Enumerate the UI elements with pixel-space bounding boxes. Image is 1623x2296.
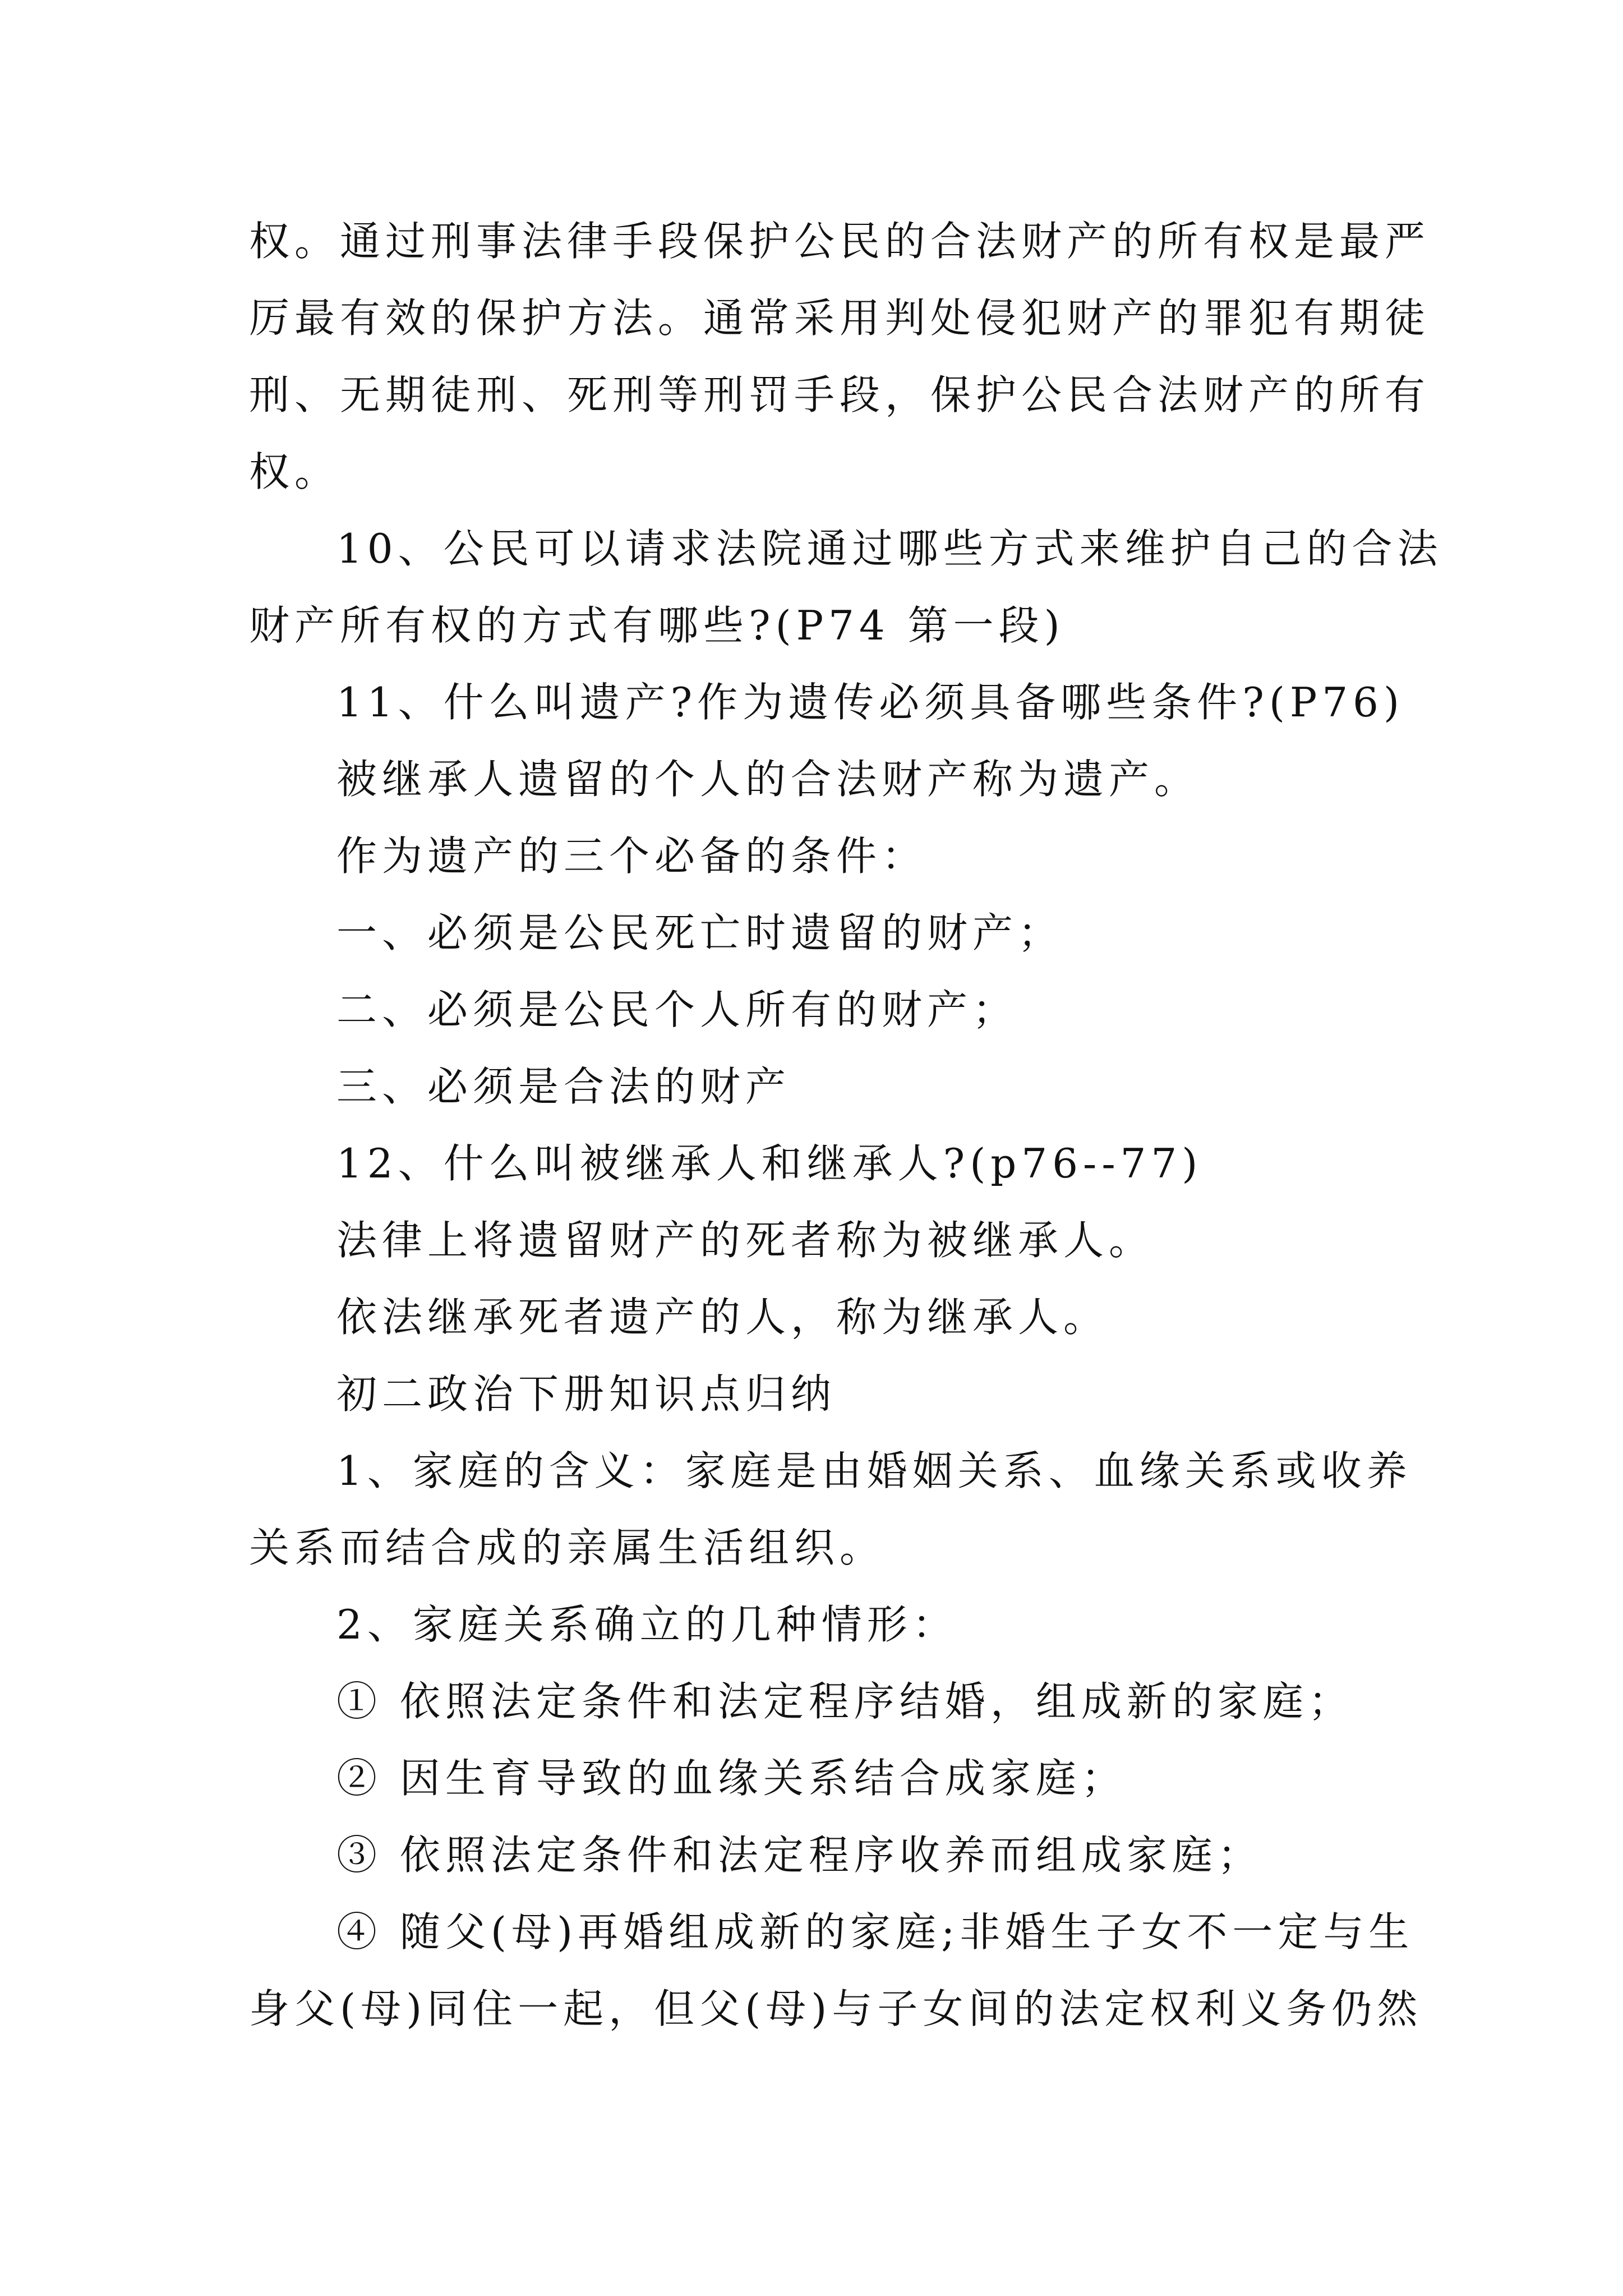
situation-4-line-2: 身父(母)同住一起，但父(母)与子女间的法定权利义务仍然: [249, 1985, 1423, 2032]
condition-1: 一、必须是公民死亡时遗留的财产；: [336, 909, 1064, 956]
answer-12-line-1: 法律上将遗留财产的死者称为被继承人。: [336, 1217, 1155, 1264]
situation-4-line-1: ④ 随父(母)再婚组成新的家庭;非婚生子女不一定与生: [336, 1908, 1414, 1955]
question-10-line-1: 10、公民可以请求法院通过哪些方式来维护自己的合法: [336, 525, 1443, 572]
answer-11-line-1: 被继承人遗留的个人的合法财产称为遗产。: [336, 756, 1200, 803]
situation-3: ③ 依照法定条件和法定程序收养而组成家庭；: [336, 1832, 1263, 1879]
text-line-3: 刑、无期徒刑、死刑等刑罚手段，保护公民合法财产的所有: [249, 371, 1431, 418]
point-1-line-2: 关系而结合成的亲属生活组织。: [249, 1524, 886, 1571]
answer-12-line-2: 依法继承死者遗产的人，称为继承人。: [336, 1294, 1109, 1341]
situation-2: ② 因生育导致的血缘关系结合成家庭；: [336, 1755, 1127, 1802]
text-line-4: 权。: [249, 448, 340, 495]
point-2: 2、家庭关系确立的几种情形：: [336, 1601, 958, 1648]
section-heading: 初二政治下册知识点归纳: [336, 1370, 837, 1418]
text-line-2: 厉最有效的保护方法。通常采用判处侵犯财产的罪犯有期徒: [249, 295, 1431, 342]
answer-11-line-2: 作为遗产的三个必备的条件：: [336, 832, 928, 880]
question-11: 11、什么叫遗产?作为遗传必须具备哪些条件?(P76): [336, 679, 1405, 726]
question-10-line-2: 财产所有权的方式有哪些?(P74 第一段): [249, 602, 1065, 649]
situation-1: ① 依照法定条件和法定程序结婚，组成新的家庭；: [336, 1678, 1354, 1725]
condition-3: 三、必须是合法的财产: [336, 1063, 791, 1110]
point-1-line-1: 1、家庭的含义：家庭是由婚姻关系、血缘关系或收养: [336, 1447, 1412, 1494]
condition-2: 二、必须是公民个人所有的财产；: [336, 986, 1018, 1033]
question-12: 12、什么叫被继承人和继承人?(p76--77): [336, 1140, 1203, 1187]
text-line-1: 权。通过刑事法律手段保护公民的合法财产的所有权是最严: [249, 218, 1431, 265]
